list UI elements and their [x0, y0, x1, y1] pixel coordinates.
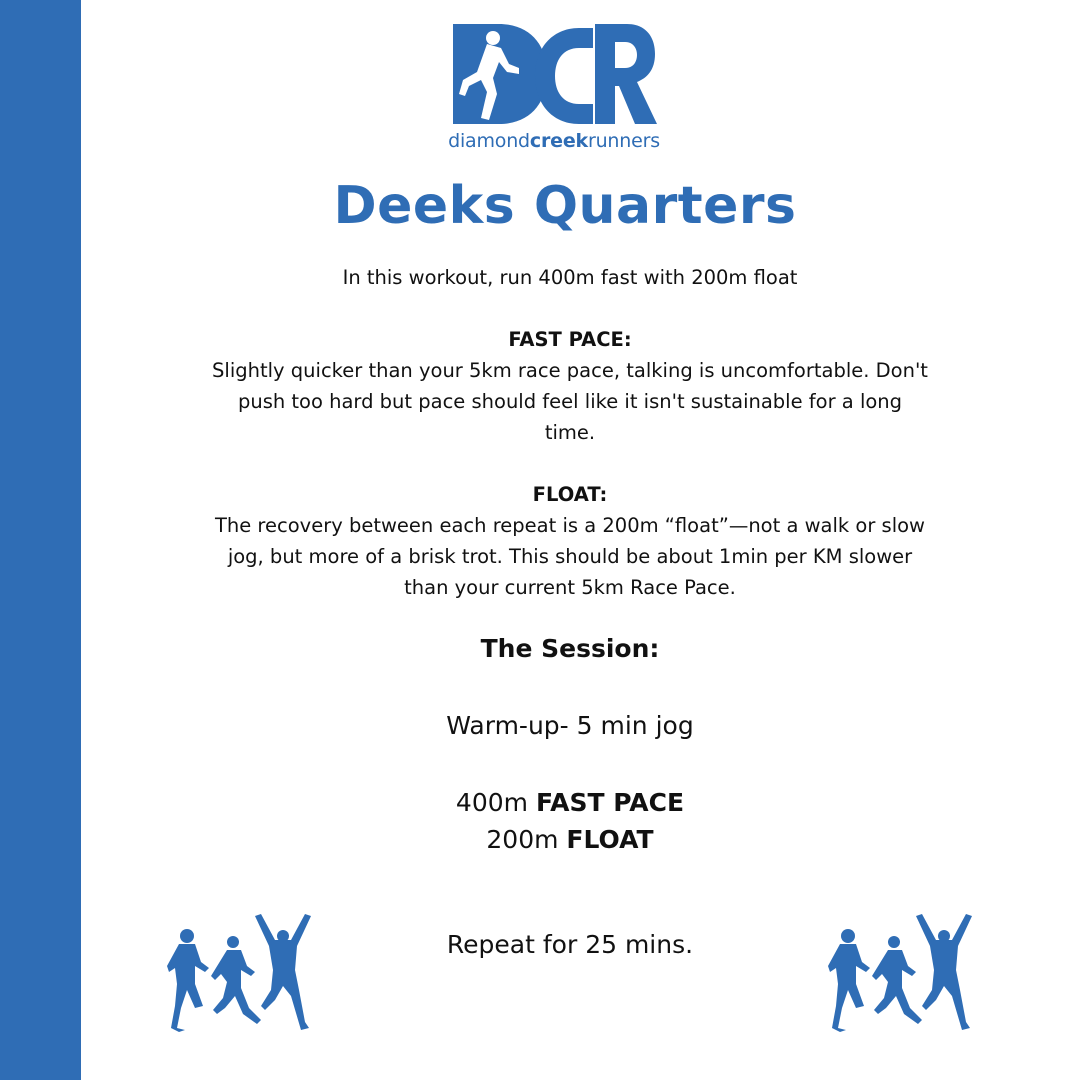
- float-section: [170, 479, 970, 603]
- rep-float-line: [300, 821, 840, 858]
- float-heading: FLOAT:: [532, 483, 608, 506]
- float-line: The recovery between each repeat is a 200m “float”—not a walk or slow: [214, 514, 926, 537]
- fast-pace-line: Slightly quicker than your 5km race pace, talking is uncomfortable. Don't: [212, 359, 928, 382]
- club-logo: [447, 20, 661, 170]
- page-title: Deeks Quarters: [333, 176, 797, 236]
- intro-line: In this workout, run 400m fast with 200m float: [342, 266, 798, 289]
- side-accent-bar: [0, 0, 81, 1080]
- fast-pace-heading: FAST PACE:: [508, 328, 632, 351]
- logo-caption-diamond: diamond: [448, 130, 530, 152]
- float-line: jog, but more of a brisk trot. This should be about 1min per KM slower: [227, 545, 913, 568]
- runners-group-icon: [826, 910, 976, 1035]
- fast-pace-line: time.: [544, 421, 596, 444]
- logo-caption-creek: creek: [529, 130, 588, 152]
- dcr-monogram-icon: [447, 20, 661, 130]
- rep-float-label: FLOAT: [566, 825, 654, 854]
- logo-caption-runners: runners: [587, 130, 660, 152]
- rep-fast-label: FAST PACE: [535, 788, 685, 817]
- rep-fast-line: [300, 784, 840, 821]
- rep-fast-distance: 400m: [455, 788, 536, 817]
- runners-group-icon: [165, 910, 315, 1035]
- session-heading: The Session:: [480, 634, 660, 663]
- logo-caption: [447, 130, 661, 152]
- fast-pace-section: [170, 324, 970, 448]
- rep-float-distance: 200m: [486, 825, 567, 854]
- warmup-line: Warm-up- 5 min jog: [446, 711, 694, 740]
- intro-text: [170, 262, 970, 293]
- float-line: than your current 5km Race Pace.: [404, 576, 736, 599]
- repeat-line: Repeat for 25 mins.: [446, 930, 694, 959]
- fast-pace-line: push too hard but pace should feel like it isn't sustainable for a long: [237, 390, 903, 413]
